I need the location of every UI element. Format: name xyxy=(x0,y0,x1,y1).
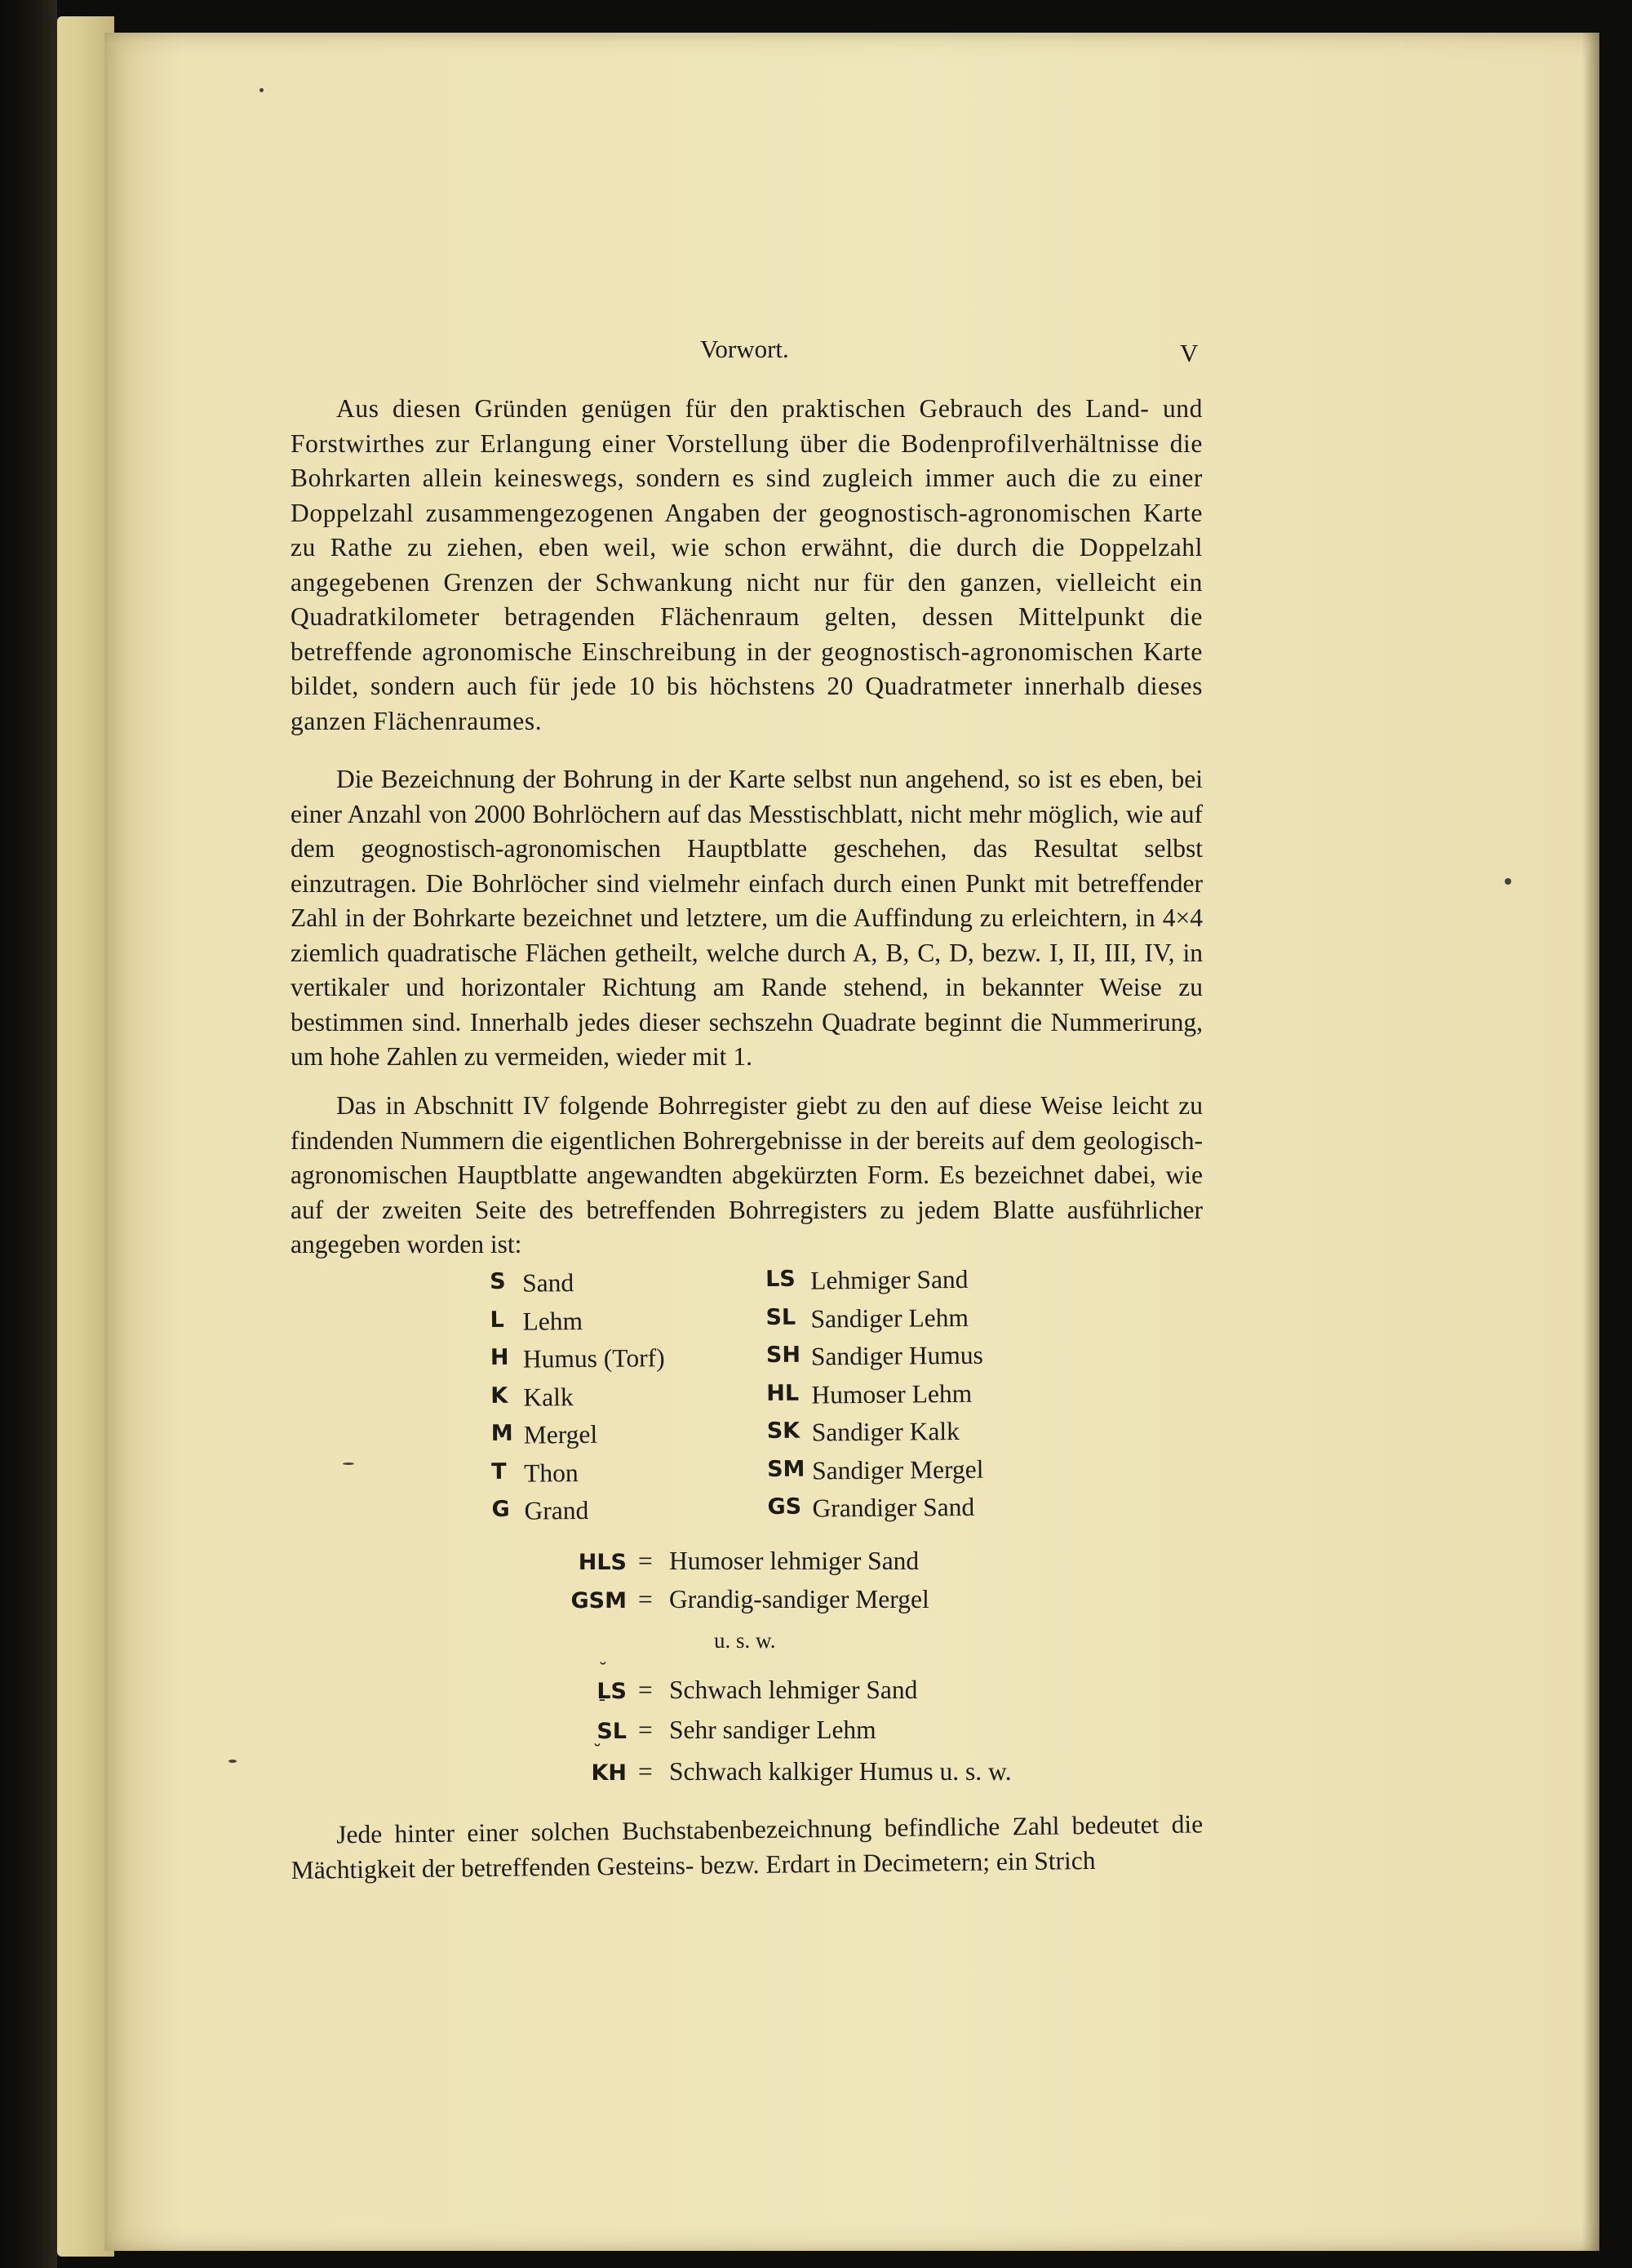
equals-sign: = xyxy=(638,1675,653,1704)
abbr-code: HL xyxy=(766,1380,800,1406)
modifier-name: Sehr sandiger Lehm xyxy=(669,1715,876,1744)
modifier-code-tail: L xyxy=(612,1719,627,1744)
abbr-name: Sand xyxy=(521,1268,574,1298)
modifier-code-tail: H xyxy=(608,1760,627,1786)
paragraph-2 xyxy=(290,762,1203,1075)
combination-row xyxy=(557,1585,929,1614)
speck xyxy=(228,1760,237,1763)
abbr-name: Grand xyxy=(524,1495,589,1525)
page-number: V xyxy=(1180,339,1199,367)
abbr-code: T xyxy=(491,1458,507,1485)
abbr-name: Lehm xyxy=(522,1306,583,1336)
abbr-code: SK xyxy=(766,1418,800,1445)
abbr-code: L xyxy=(490,1307,504,1333)
abbr-name: Thon xyxy=(524,1458,579,1488)
paragraph-text: Aus diesen Gründen genügen für den praktischen Gebrauch des Land- und Forstwirthes zur Erlangung einer Vorstellung über die Bodenprofilverhältnisse die Bohrkarten allein keineswegs, sondern es sind zugleich immer auch die zu einer Doppelzahl zusammengezogenen Angaben der geognostisch-agronomischen Karte zu Rathe zu ziehen, eben weil, wie schon erwähnt, die durch die Doppelzahl angegebenen Grenzen der Schwankung nicht nur für den ganzen, vielleicht ein Quadratkilometer betragenden Flächenraum gelten, dessen Mittelpunkt die betreffende agronomische Einschreibung in der geognostisch-agronomischen Karte bildet, sondern auch für jede 10 bis höchstens 20 Quadratmeter innerhalb dieses ganzen Flächenraumes. xyxy=(290,394,1203,735)
abbr-name: Sandiger Lehm xyxy=(810,1303,969,1334)
abbr-name: Mergel xyxy=(523,1419,598,1449)
modifier-row xyxy=(557,1675,917,1705)
paragraph-text: Die Bezeichnung der Bohrung in der Karte selbst nun angehend, so ist es eben, bei einer Anzahl von 2000 Bohrlöchern auf das Messtischblatt, nicht mehr möglich, wie auf dem geognostisch-agronomischen Hauptblatte geschehen, das Resultat selbst einzutragen. Die Bohrlöcher sind vielmehr einfach durch einen Punkt mit betreffender Zahl in der Bohrkarte bezeichnet und letztere, um die Auffindung zu erleichtern, in 4×4 ziemlich quadratische Flächen getheilt, welche durch A, B, C, D, bezw. I, II, III, IV, in vertikaler und horizontaler Richtung am Rande stehend, in bekannter Weise zu bestimmen sind. Innerhalb jedes dieser sechszehn Quadrate beginnt die Nummerirung, um hohe Zahlen zu vermeiden, wieder mit 1. xyxy=(290,765,1203,1071)
abbr-code: G xyxy=(491,1496,510,1522)
abbr-code: M xyxy=(490,1420,513,1446)
equals-sign: = xyxy=(638,1585,653,1613)
abbr-name: Grandiger Sand xyxy=(812,1492,975,1523)
abbr-code: S xyxy=(490,1268,506,1294)
abbr-code: SL xyxy=(765,1304,796,1330)
speck xyxy=(259,88,264,92)
modifier-row xyxy=(557,1715,876,1745)
paragraph-text: Das in Abschnitt IV folgende Bohrregister giebt zu den auf diese Weise leicht zu findenden Nummern die eigentlichen Bohrergebnisse in der bereits auf dem geologisch-agronomischen Hauptblatte angewandten abgekürzten Form. Es bezeichnet dabei, wie auf der zweiten Seite des betreffenden Bohrregisters zu jedem Blatte ausführlicher angegeben worden ist: xyxy=(290,1091,1203,1258)
abbr-code: SH xyxy=(765,1342,801,1369)
modifier-name: Schwach lehmiger Sand xyxy=(669,1675,918,1704)
paragraph-4 xyxy=(290,1807,1204,1888)
speck xyxy=(1505,878,1511,885)
running-header: Vorwort. xyxy=(700,335,789,363)
abbr-name: Sandiger Humus xyxy=(810,1340,983,1371)
combo-name: Humoser lehmiger Sand xyxy=(669,1547,920,1575)
modifier-name: Schwach kalkiger Humus u. s. w. xyxy=(669,1757,1012,1786)
combo-name: Grandig-sandiger Mergel xyxy=(669,1585,929,1613)
modifier-code-tail: S xyxy=(610,1679,627,1704)
paragraph-1 xyxy=(290,392,1203,739)
modifier-code xyxy=(557,1719,627,1744)
modifier-code xyxy=(557,1760,627,1786)
macron-mark: ¯ S xyxy=(596,1719,612,1744)
speck xyxy=(343,1462,354,1465)
combo-code: GSM xyxy=(570,1588,627,1613)
abbr-code: SM xyxy=(767,1456,805,1482)
usw-note: u. s. w. xyxy=(714,1628,776,1653)
modifier-code xyxy=(557,1679,627,1704)
paragraph-3 xyxy=(290,1089,1203,1263)
scan-gutter xyxy=(0,0,57,2268)
abbr-name: Sandiger Mergel xyxy=(812,1454,984,1485)
breve-mark: ˘ K xyxy=(591,1760,608,1786)
abbr-name: Sandiger Kalk xyxy=(811,1416,960,1447)
equals-sign: = xyxy=(638,1715,653,1744)
abbr-name: Humus (Torf) xyxy=(522,1343,665,1374)
breve-mark: ˘ L xyxy=(596,1679,610,1704)
equals-sign: = xyxy=(638,1757,653,1786)
abbr-name: Humoser Lehm xyxy=(811,1378,973,1409)
abbr-code: H xyxy=(490,1344,509,1370)
abbr-name: Kalk xyxy=(523,1382,574,1412)
combination-row xyxy=(557,1547,919,1576)
abbr-name: Lehmiger Sand xyxy=(809,1264,969,1295)
abbr-code: GS xyxy=(767,1494,802,1520)
abbr-code: LS xyxy=(765,1266,796,1293)
paragraph-text: Jede hinter einer solchen Buchstabenbezeichnung befindliche Zahl bedeutet die Mächtigkeit der betreffenden Gesteins- bezw. Erdart in Decimetern; ein Strich xyxy=(290,1809,1204,1884)
abbr-code: K xyxy=(490,1383,508,1409)
equals-sign: = xyxy=(638,1547,653,1575)
combo-code: HLS xyxy=(578,1550,627,1575)
modifier-row xyxy=(557,1757,1012,1786)
